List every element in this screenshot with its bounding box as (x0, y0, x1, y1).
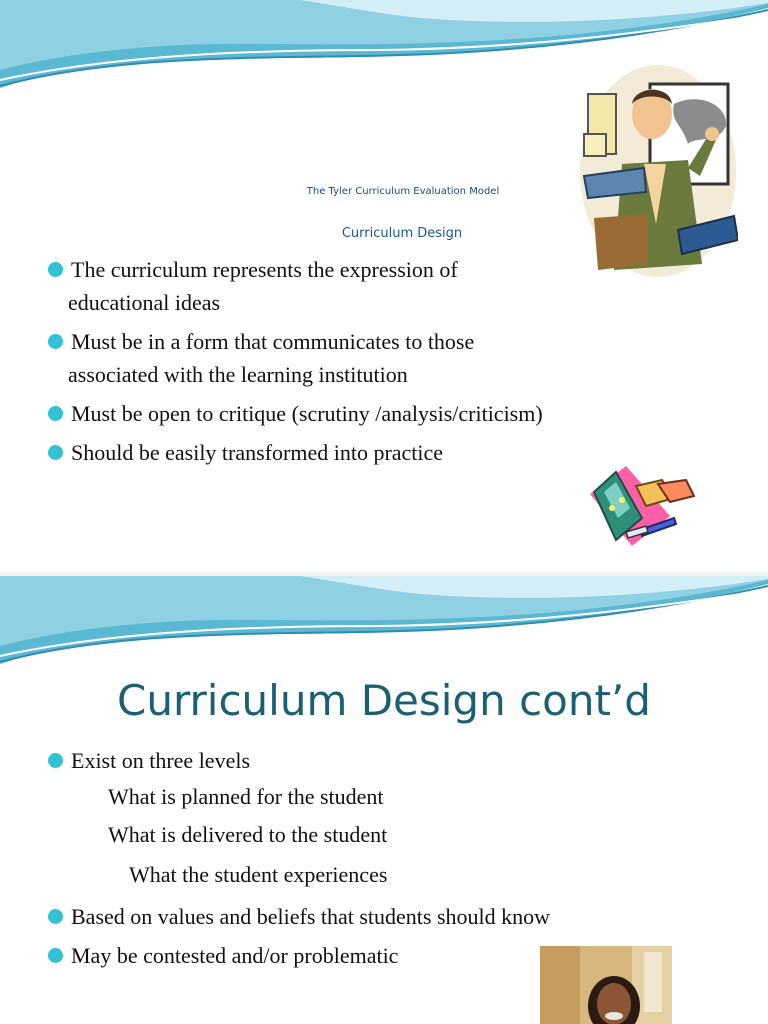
bullet-dot (48, 948, 63, 963)
slide2-bullet-list-a (47, 744, 757, 777)
slide-subtitle: Curriculum Design (341, 226, 463, 241)
slide1-bullet-list (47, 253, 747, 469)
student-photo (540, 946, 672, 1024)
list-item: The curriculum represents the expression of educational ideas (47, 253, 747, 319)
bullet-dot (48, 334, 63, 349)
bullet-dot (48, 909, 63, 924)
list-item: Exist on three levels (47, 744, 757, 777)
bullet-dot (48, 262, 63, 277)
books-clipart (586, 462, 698, 550)
list-item: May be contested and/or problematic (47, 939, 757, 972)
list-item: Must be open to critique (scrutiny /analysis/criticism) (47, 397, 747, 430)
teacher-clipart (578, 64, 738, 278)
header-wave (0, 576, 768, 668)
level-item: What is delivered to the student (108, 822, 388, 847)
slide-title: The Tyler Curriculum Evaluation Model (306, 186, 500, 197)
level-item: What is planned for the student (108, 784, 384, 809)
level-item: What the student experiences (129, 862, 388, 887)
list-item: Must be in a form that communicates to those associated with the learning institution (47, 325, 747, 391)
list-item: Based on values and beliefs that students should know (47, 900, 757, 933)
list-item: Should be easily transformed into practice (47, 436, 747, 469)
bullet-dot (48, 445, 63, 460)
slide-title: Curriculum Design cont’d (117, 676, 651, 725)
bullet-dot (48, 406, 63, 421)
bullet-dot (48, 753, 63, 768)
